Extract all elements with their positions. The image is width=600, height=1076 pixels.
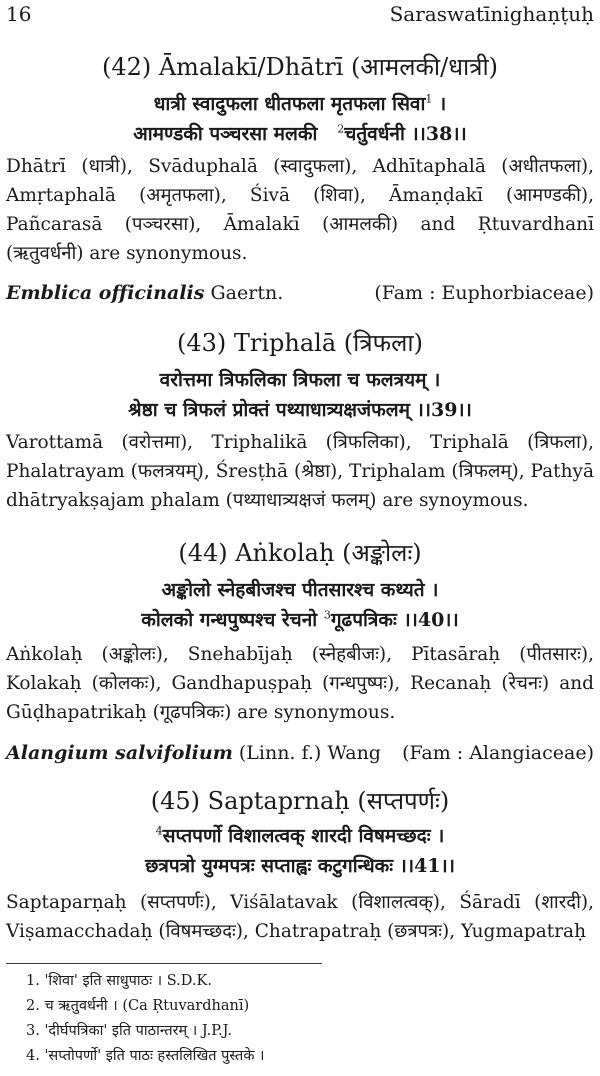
footnote-2: 2. च ऋतुवर्धनी । (Ca Ṛtuvardhanī): [26, 998, 250, 1014]
footnote-ref: 1: [425, 92, 433, 106]
running-title: Saraswatīnighaṇṭuḥ: [389, 2, 594, 26]
footnote-3: 3. 'दीर्घपत्रिका' इति पाठान्तरम् । J.P.J.: [26, 1023, 232, 1039]
verse-text: गूढपत्रिकः ।।40।।: [330, 609, 459, 631]
entry-45-paragraph: Saptaparṇaḥ (सप्तपर्णः), Viśālatavak (विशालत्वक्), Śāradī (शारदी), Viṣamacchadaḥ (विषमच्छदः), Chatrapatraḥ (छत्रपत्रः), Yugmapatraḥ: [6, 892, 594, 942]
verse-end: ।: [439, 93, 447, 115]
family-name: (Fam : Alangiaceae): [402, 742, 594, 764]
entry-42-verse-line-1: [0, 90, 600, 116]
footnote-1: 1. 'शिवा' इति साधुपाठः । S.D.K.: [26, 973, 212, 989]
verse-text: कोलको गन्धपुष्पश्च रेचनो: [141, 609, 318, 631]
scientific-name-line: [6, 282, 283, 304]
scientific-name-line: [6, 742, 381, 764]
entry-43-heading: (43) Triphalā (त्रिफला): [177, 329, 423, 357]
entry-45-verse-line-2: छत्रपत्रो युग्मपत्रः सप्ताह्वः कटुगन्धिकः ।।41।।: [145, 855, 455, 877]
authority: Gaertn.: [204, 282, 284, 304]
footnote-divider: [6, 963, 322, 964]
verse-text: आमण्डकी पञ्चरसा मलकी: [133, 123, 318, 145]
verse-text: सप्तपर्णो विशालत्वक् शारदी विषमच्छदः ।: [162, 825, 445, 847]
entry-43-verse-line-1: वरोत्तमा त्रिफलिका त्रिफला च फलत्रयम् ।: [159, 369, 441, 391]
entry-42-heading: (42) Āmalakī/Dhātrī (आमलकी/धात्री): [101, 53, 499, 81]
entry-45-verse-line-1: [0, 822, 600, 848]
entry-43-paragraph: Varottamā (वरोत्तमा), Triphalikā (त्रिफलिका), Triphalā (त्रिफला), Phalatrayam (फलत्रयम्), Śresṭhā (श्रेष्ठा), Triphalam (त्रिफलम्), Pathyā dhātryakṣajam phalam (पथ्याधात्र्यक्षजं फलम्) are synoymous.: [6, 432, 594, 511]
entry-44-paragraph: Aṅkolaḥ (अङ्कोलः), Snehabījaḥ (स्नेहबीजः), Pītasāraḥ (पीतसारः), Kolakaḥ (कोलकः), Gandhapuṣpaḥ (गन्धपुष्पः), Recanaḥ (रेचनः) and Gūḍhapatrikaḥ (गूढपत्रिकः) are synonymous.: [6, 644, 594, 723]
entry-42-verse-line-2: [0, 120, 600, 146]
scientific-name: Alangium salvifolium: [6, 742, 233, 764]
entry-44-heading: (44) Aṅkolaḥ (अङ्कोलः): [178, 539, 422, 567]
verse-text: धात्री स्वादुफला धीतफला मृतफला सिवा: [153, 93, 426, 115]
scientific-name: Emblica officinalis: [6, 282, 205, 304]
page-number: 16: [6, 2, 32, 26]
page-header: [0, 2, 600, 28]
verse-text: चर्तुवर्धनी ।।38।।: [344, 123, 467, 145]
entry-44-verse-line-1: अङ्कोलो स्नेहबीजश्च पीतसारश्च कथ्यते ।: [161, 579, 439, 601]
entry-44-verse-line-2: [0, 606, 600, 632]
entry-42-botanical-row: [6, 282, 594, 312]
footnote-ref: 3: [323, 608, 331, 622]
entry-42-paragraph: Dhātrī (धात्री), Svāduphalā (स्वादुफला), Adhītaphalā (अधीतफला), Amṛtaphalā (अमृतफला), Śivā (शिवा), Āmaṇḍakī (आमण्डकी), Pañcarasā (पञ्चरसा), Āmalakī (आमलकी) and Ṛtuvardhanī (ऋतुवर्धनी) are synonymous.: [6, 156, 594, 264]
entry-44-botanical-row: [6, 742, 594, 772]
footnote-ref: 2: [337, 122, 345, 136]
entry-45-heading: (45) Saptaprnaḥ (सप्तपर्णः): [150, 787, 450, 815]
footnote-ref: 4: [155, 824, 163, 838]
authority: (Linn. f.) Wang: [232, 742, 381, 764]
family-name: (Fam : Euphorbiaceae): [374, 282, 594, 304]
entry-43-verse-line-2: श्रेष्ठा च त्रिफलं प्रोक्तं पथ्याधात्र्यक्षजंफलम् ।।39।।: [128, 399, 472, 421]
footnote-4: 4. 'सप्तोपर्णो' इति पाठः हस्तलिखित पुस्तके ।: [26, 1048, 265, 1064]
